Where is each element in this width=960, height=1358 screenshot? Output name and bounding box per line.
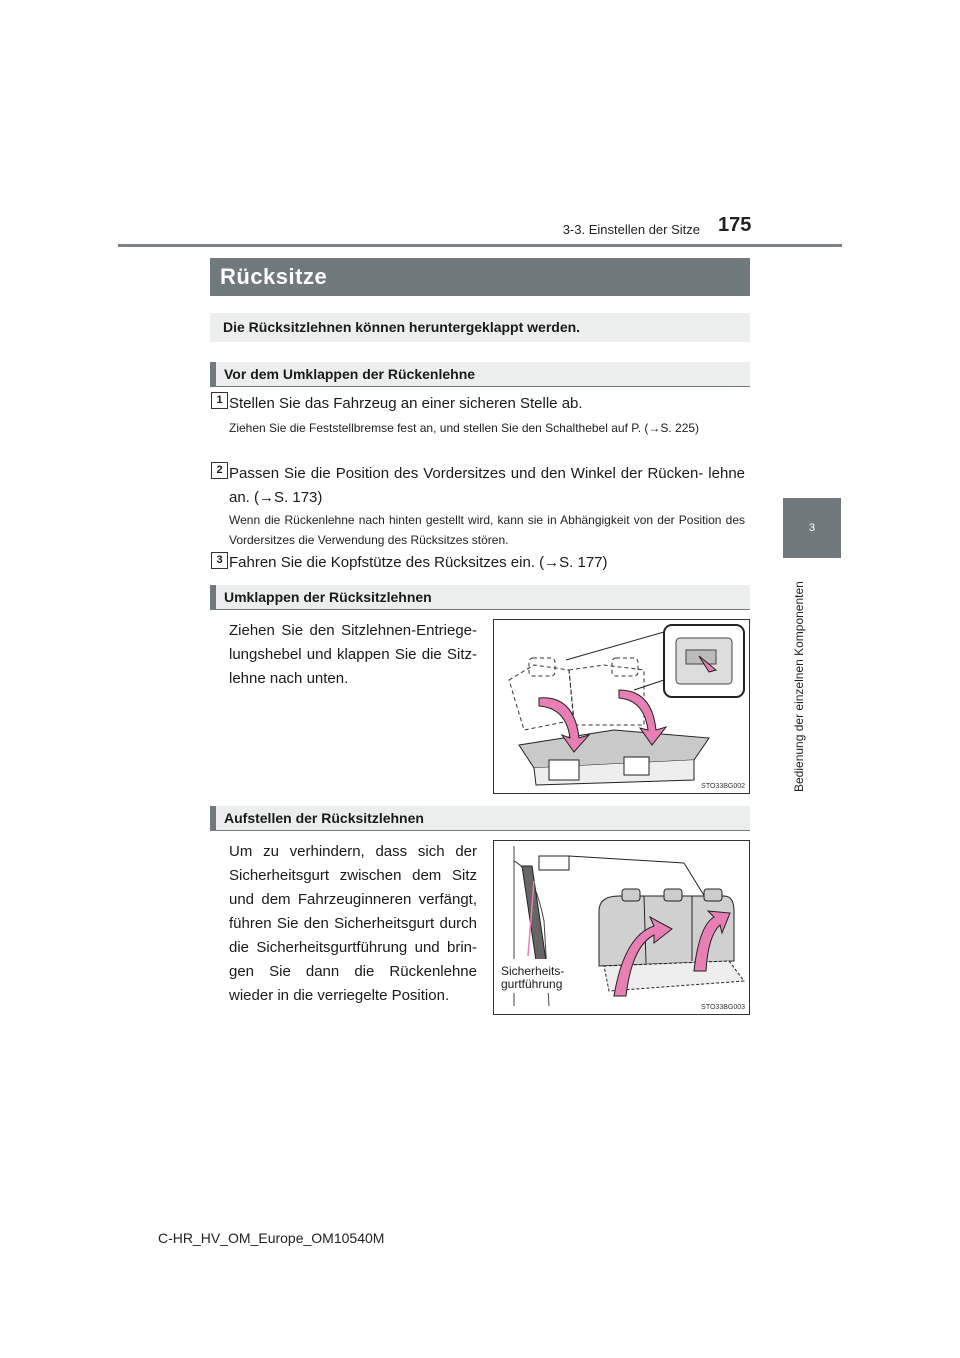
intro-box: Die Rücksitzlehnen können heruntergeklappt werden.: [210, 313, 750, 342]
running-header-section: 3-3. Einstellen der Sitze: [562, 222, 700, 237]
step-text: Stellen Sie das Fahrzeug an einer sicheren Stelle ab.: [229, 395, 583, 412]
figure-code: STO33BG002: [701, 783, 745, 790]
page-title: Rücksitze: [210, 258, 750, 296]
section-rule: [210, 609, 750, 610]
raising-instructions: Um zu verhindern, dass sich der Sicherheitsgurt zwischen dem Sitz und dem Fahrzeuginneren verfängt, führen Sie den Sicherheitsgurt durch die Sicherheitsgurtführung und brin- gen Sie dann die Rückenlehne wieder in die verriegelte Position.: [229, 843, 477, 1004]
folding-instructions: Ziehen Sie den Sitzlehnen-Entriege- lungshebel und klappen Sie die Sitz- lehne nach unten.: [229, 622, 477, 687]
seatbelt-guide-label: Sicherheits- gurtführung: [501, 964, 565, 991]
step-number-badge: 1: [211, 392, 228, 409]
figure-code: STO33BG003: [701, 1004, 745, 1011]
section-rule: [210, 386, 750, 387]
chapter-side-label: [790, 560, 810, 800]
figure-raising-seatback: [493, 840, 750, 1015]
section-heading-before-folding: Vor dem Umklappen der Rückenlehne: [210, 362, 750, 386]
step-note: Ziehen Sie die Feststellbremse fest an, und stellen Sie den Schalthebel auf P. (→S. 225): [229, 421, 700, 435]
figure-folding-seatback: [493, 619, 750, 794]
section-heading-raising: Aufstellen der Rücksitzlehnen: [210, 806, 750, 830]
header-rule: [118, 244, 842, 247]
chapter-tab: 3: [783, 498, 841, 558]
step-note: Wenn die Rückenlehne nach hinten gestellt wird, kann sie in Abhängigkeit von der Position des Vordersitzes die Verwendung des Rücksitzes stören.: [229, 513, 745, 547]
step-text: Passen Sie die Position des Vordersitzes und den Winkel der Rücken- lehne an. (→S. 173): [229, 465, 745, 506]
document-footer: C-HR_HV_OM_Europe_OM10540M: [158, 1230, 385, 1246]
section-rule: [210, 830, 750, 831]
chapter-side-label-text: Bedienung der einzelnen Komponenten: [792, 581, 806, 792]
step-number-badge: 3: [211, 552, 228, 569]
page-number: 175: [718, 214, 752, 236]
section-heading-folding: Umklappen der Rücksitzlehnen: [210, 585, 750, 609]
step-number-badge: 2: [211, 462, 228, 479]
seatback-folding-illustration: [494, 620, 749, 793]
step-text: Fahren Sie die Kopfstütze des Rücksitzes ein. (→S. 177): [229, 554, 608, 571]
